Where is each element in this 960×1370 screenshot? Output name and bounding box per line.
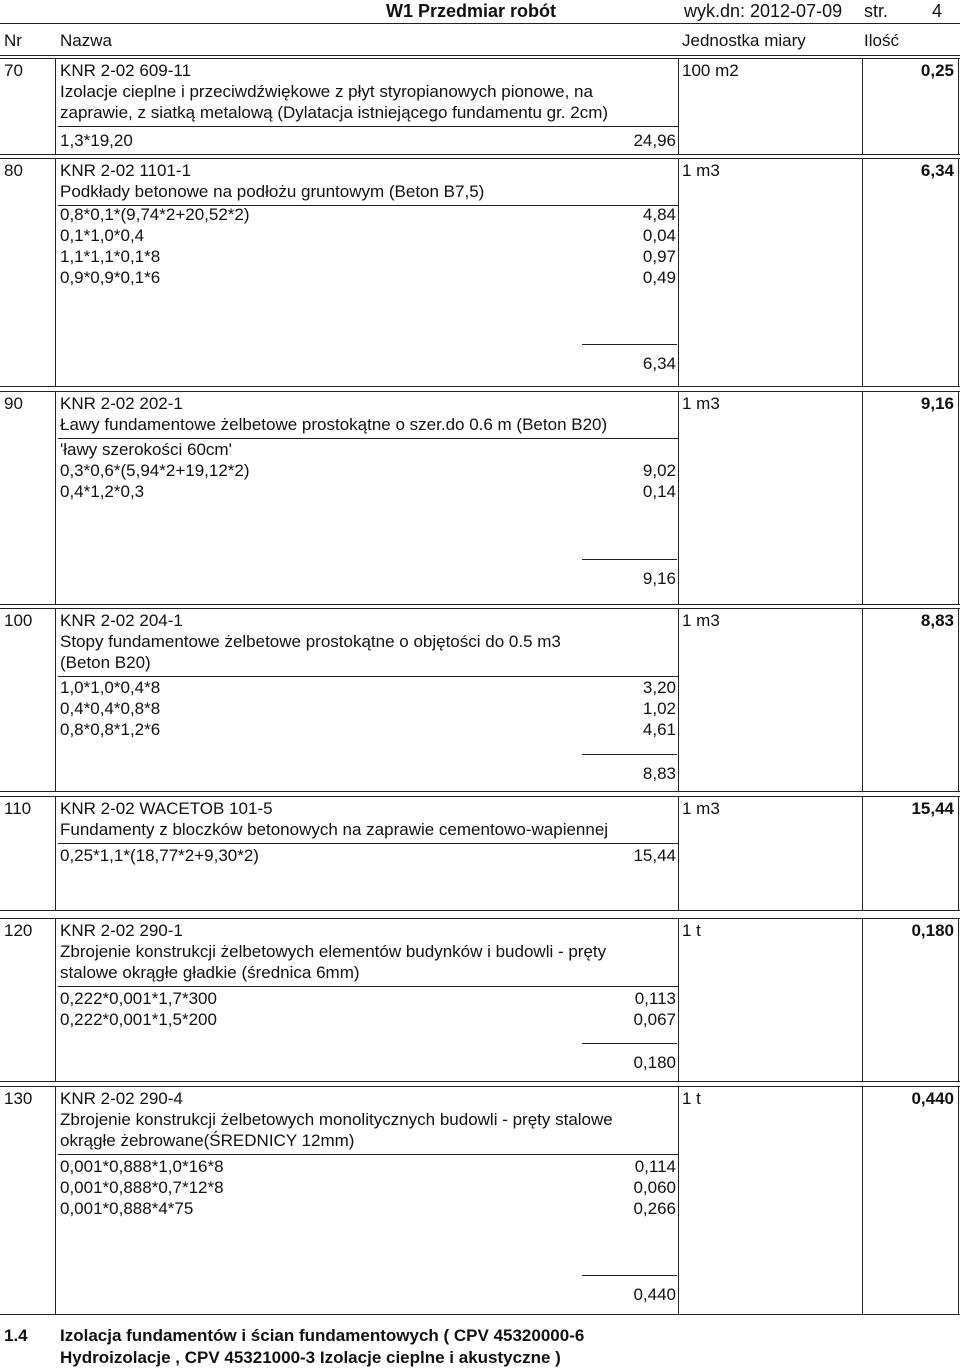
item-description-line: Zbrojenie konstrukcji żelbetowych monolitycznych budowli - pręty stalowe (60, 1110, 613, 1129)
col-name: Nazwa (60, 31, 112, 50)
item-code: KNR 2-02 204-1 (60, 611, 183, 630)
subtotal-rule (582, 559, 677, 560)
description-rule (58, 676, 678, 677)
item-description-line: Stopy fundamentowe żelbetowe prostokątne o objętości do 0.5 m3 (60, 632, 561, 651)
item-description-line: Fundamenty z bloczków betonowych na zaprawie cementowo-wapiennej (60, 820, 609, 839)
row-top-rule (0, 918, 960, 919)
row-top-rule (0, 1086, 960, 1087)
header-rule (0, 23, 960, 24)
item-unit: 1 t (682, 1089, 701, 1108)
calc-formula: 0,4*1,2*0,3 (60, 482, 145, 501)
row-top-rule (0, 391, 960, 392)
column-divider (862, 918, 863, 1081)
calc-value: 0,49 (642, 268, 676, 287)
column-divider (678, 918, 679, 1081)
calc-value: 0,067 (633, 1010, 676, 1029)
subtotal-rule (582, 1043, 677, 1044)
calc-value: 0,04 (642, 226, 676, 245)
item-unit: 100 m2 (682, 61, 739, 80)
calc-value: 4,61 (642, 720, 676, 739)
item-unit: 1 m3 (682, 161, 720, 180)
item-number: 120 (4, 921, 33, 940)
description-rule (58, 986, 678, 987)
item-description-line: (Beton B20) (60, 653, 151, 672)
column-divider (55, 608, 56, 791)
calc-value: 9,02 (642, 461, 676, 480)
column-divider (958, 1086, 959, 1314)
row-bottom-rule (0, 604, 960, 605)
calc-formula: 0,25*1,1*(18,77*2+9,30*2) (60, 846, 259, 865)
row-bottom-rule (0, 910, 960, 911)
calc-total: 8,83 (642, 764, 676, 783)
column-divider (55, 796, 56, 910)
col-nr: Nr (4, 31, 22, 50)
item-code: KNR 2-02 WACETOB 101-5 (60, 799, 273, 818)
row-top-rule (0, 608, 960, 609)
item-quantity: 9,16 (920, 394, 954, 413)
column-divider (862, 391, 863, 604)
description-rule (58, 843, 678, 844)
column-header-rule (0, 55, 960, 56)
row-bottom-rule (0, 1314, 960, 1315)
column-divider (958, 918, 959, 1081)
calc-formula: 0,001*0,888*0,7*12*8 (60, 1178, 224, 1197)
item-quantity: 0,180 (911, 921, 954, 940)
calc-formula: 1,1*1,1*0,1*8 (60, 247, 161, 266)
subtotal-rule (582, 344, 677, 345)
column-divider (862, 608, 863, 791)
calc-formula: 0,001*0,888*1,0*16*8 (60, 1157, 224, 1176)
item-description-line: Podkłady betonowe na podłożu gruntowym (Beton B7,5) (60, 182, 485, 201)
row-bottom-rule (0, 1081, 960, 1082)
calc-formula: 0,4*0,4*0,8*8 (60, 699, 161, 718)
calc-value: 15,44 (633, 846, 676, 865)
item-description-line: Izolacje cieplne i przeciwdźwiękowe z płyt styropianowych pionowe, na (60, 82, 593, 101)
item-number: 70 (4, 61, 23, 80)
calc-formula: 0,001*0,888*4*75 (60, 1199, 194, 1218)
calc-total: 0,180 (633, 1053, 676, 1072)
column-divider (55, 918, 56, 1081)
subtotal-rule (582, 1275, 677, 1276)
item-description-line: Ławy fundamentowe żelbetowe prostokątne o szer.do 0.6 m (Beton B20) (60, 415, 608, 434)
page-label: str. (864, 1, 889, 21)
item-number: 130 (4, 1089, 33, 1108)
date-label: wyk.dn: 2012-07-09 (684, 1, 843, 21)
column-divider (862, 58, 863, 154)
calc-total: 9,16 (642, 569, 676, 588)
item-quantity: 0,440 (911, 1089, 954, 1108)
item-code: KNR 2-02 290-4 (60, 1089, 183, 1108)
item-number: 100 (4, 611, 33, 630)
item-number: 90 (4, 394, 23, 413)
item-description-line: zaprawie, z siatką metalową (Dylatacja istniejącego fundamentu gr. 2cm) (60, 103, 609, 122)
column-divider (958, 796, 959, 910)
column-divider (678, 158, 679, 386)
item-unit: 1 t (682, 921, 701, 940)
column-divider (55, 158, 56, 386)
calc-value: 0,114 (634, 1157, 676, 1176)
item-number: 80 (4, 161, 23, 180)
item-description-line: okrągłe żebrowane(ŚREDNICY 12mm) (60, 1131, 355, 1150)
item-quantity: 0,25 (920, 61, 954, 80)
row-bottom-rule (0, 386, 960, 387)
item-description-line: Zbrojenie konstrukcji żelbetowych elementów budynków i budowli - pręty (60, 942, 607, 961)
item-quantity: 6,34 (920, 161, 954, 180)
calc-value: 3,20 (642, 678, 676, 697)
item-unit: 1 m3 (682, 799, 720, 818)
calc-value: 0,113 (634, 989, 676, 1008)
calc-formula: 0,222*0,001*1,5*200 (60, 1010, 217, 1029)
item-code: KNR 2-02 202-1 (60, 394, 183, 413)
page-number: 4 (932, 1, 943, 21)
description-rule (58, 438, 678, 439)
description-rule (58, 126, 678, 127)
item-unit: 1 m3 (682, 611, 720, 630)
calc-formula: 1,0*1,0*0,4*8 (60, 678, 161, 697)
row-bottom-rule (0, 791, 960, 792)
section-title-line-2: Hydroizolacje , CPV 45321000-3 Izolacje cieplne i akustyczne ) (60, 1348, 561, 1367)
column-divider (678, 391, 679, 604)
row-top-rule (0, 158, 960, 159)
column-divider (862, 158, 863, 386)
calc-total: 6,34 (642, 354, 676, 373)
calc-formula: 0,222*0,001*1,7*300 (60, 989, 217, 1008)
calc-formula: 0,8*0,1*(9,74*2+20,52*2) (60, 205, 250, 224)
column-divider (958, 58, 959, 154)
subtotal-rule (582, 754, 677, 755)
item-number: 110 (4, 799, 32, 818)
calc-value: 1,02 (642, 699, 676, 718)
row-bottom-rule (0, 154, 960, 155)
column-divider (55, 1086, 56, 1314)
item-quantity: 8,83 (920, 611, 954, 630)
calc-total: 0,440 (633, 1285, 676, 1304)
column-divider (958, 608, 959, 791)
col-unit: Jednostka miary (682, 31, 806, 50)
column-divider (958, 158, 959, 386)
item-unit: 1 m3 (682, 394, 720, 413)
calc-value: 0,266 (633, 1199, 676, 1218)
item-code: KNR 2-02 290-1 (60, 921, 183, 940)
document-title: W1 Przedmiar robót (386, 1, 557, 21)
row-top-rule (0, 796, 960, 797)
description-rule (58, 1154, 678, 1155)
calc-value: 0,060 (633, 1178, 676, 1197)
item-code: KNR 2-02 1101-1 (60, 161, 192, 180)
column-divider (862, 1086, 863, 1314)
item-quantity: 15,44 (911, 799, 954, 818)
calc-formula: 0,8*0,8*1,2*6 (60, 720, 161, 739)
calc-formula: 0,3*0,6*(5,94*2+19,12*2) (60, 461, 250, 480)
column-divider (55, 58, 56, 154)
calc-value: 0,14 (642, 482, 676, 501)
column-divider (55, 391, 56, 604)
column-divider (678, 1086, 679, 1314)
calc-subheading: 'ławy szerokości 60cm' (60, 440, 232, 459)
calc-value: 24,96 (633, 131, 676, 150)
calc-formula: 0,9*0,9*0,1*6 (60, 268, 161, 287)
calc-value: 0,97 (642, 247, 676, 266)
item-description-line: stalowe okrągłe gładkie (średnica 6mm) (60, 963, 360, 982)
column-divider (678, 58, 679, 154)
column-divider (678, 796, 679, 910)
col-qty: Ilość (864, 31, 899, 50)
item-code: KNR 2-02 609-11 (60, 61, 192, 80)
column-divider (862, 796, 863, 910)
calc-formula: 1,3*19,20 (60, 131, 133, 150)
column-divider (958, 391, 959, 604)
column-divider (678, 608, 679, 791)
row-top-rule (0, 58, 960, 59)
calc-value: 4,84 (642, 205, 676, 224)
section-title-line-1: Izolacja fundamentów i ścian fundamentowych ( CPV 45320000-6 (60, 1326, 585, 1345)
calc-formula: 0,1*1,0*0,4 (60, 226, 145, 245)
section-number: 1.4 (4, 1326, 28, 1345)
